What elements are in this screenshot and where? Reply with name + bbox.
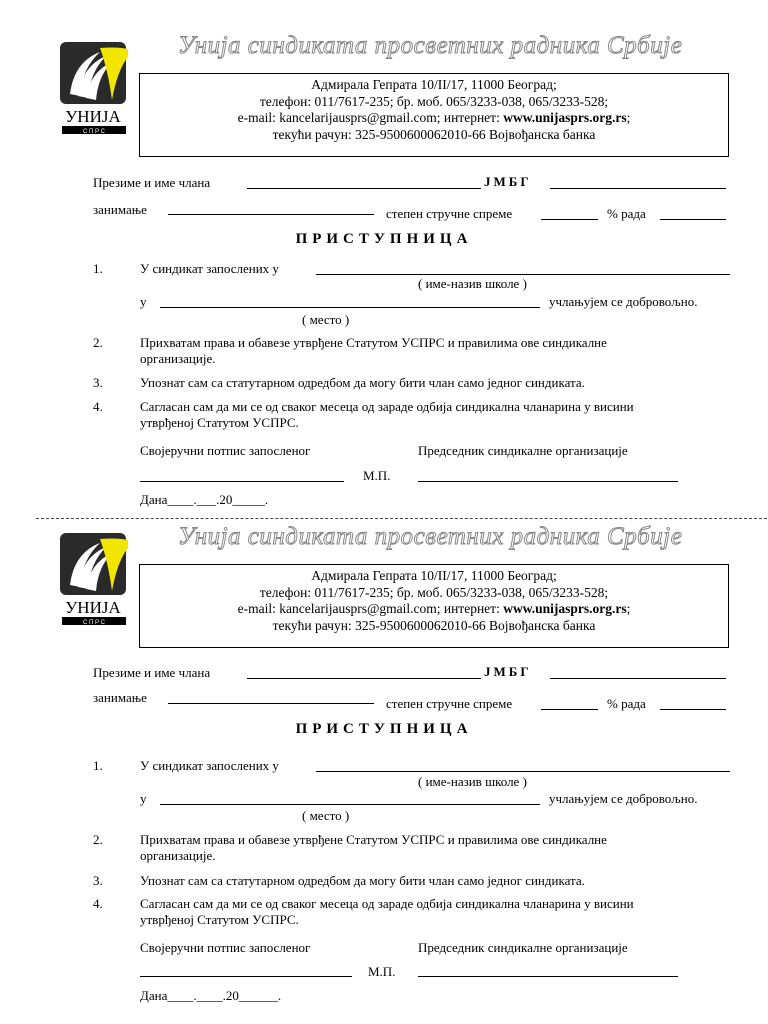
employee-signature-label: Својеручни потпис запосленог: [140, 443, 311, 458]
email-text: e-mail: kancelarijausprs@gmail.com; интернет:: [237, 601, 504, 616]
form-title: ПРИСТУПНИЦА: [295, 721, 473, 737]
occupation-field[interactable]: [168, 214, 374, 215]
address-box: [139, 73, 729, 157]
union-title: Унија синдиката просветних радника Србије: [178, 523, 683, 550]
item2-number: 2.: [93, 335, 103, 350]
union-logo-icon: [60, 533, 128, 627]
president-signature-field[interactable]: [418, 481, 678, 482]
item2-number: 2.: [93, 832, 103, 847]
employee-signature-field[interactable]: [140, 481, 344, 482]
item3-text: Упознат сам са статутарном одредбом да могу бити члан само једног синдиката.: [140, 873, 585, 888]
union-title: Унија синдиката просветних радника Србије: [178, 32, 683, 59]
stamp-label: М.П.: [368, 964, 396, 979]
occupation-label: занимање: [93, 690, 147, 705]
date-field[interactable]: Дана____.___.20_____.: [140, 492, 269, 507]
education-label: степен стручне спреме: [386, 696, 513, 711]
jmbg-field[interactable]: [550, 678, 726, 679]
website-link[interactable]: www.unijasprs.org.rs: [503, 601, 627, 616]
jmbg-label: ЈМБГ: [484, 174, 532, 189]
logo-text: УНИЈА: [65, 598, 121, 617]
item4-text: Сагласан сам да ми се од сваког месеца од зараде одбија синдикална чланарина у висини утврђеној Статутом УСПРС.: [140, 399, 634, 430]
education-field[interactable]: [541, 219, 598, 220]
item4-number: 4.: [93, 399, 103, 414]
logo-text: УНИЈА: [65, 107, 121, 126]
place-field[interactable]: [160, 804, 540, 805]
account-line: текући рачун: 325-9500600062010-66 Војвођанска банка: [272, 126, 596, 142]
school-field[interactable]: [316, 274, 730, 275]
president-signature-label: Председник синдикалне организације: [418, 443, 628, 458]
item4-number: 4.: [93, 896, 103, 911]
logo-subtext: С П Р С: [83, 129, 105, 135]
item2-text: Прихватам права и обавезе утврђене Статутом УСПРС и правилима ове синдикалне организације.: [140, 335, 607, 366]
item1-text: У синдикат запослених у: [140, 261, 279, 276]
place-prefix: у: [140, 294, 147, 309]
address-line: Адмирала Гепрата 10/II/17, 11000 Београд;: [311, 77, 557, 92]
website-link[interactable]: www.unijasprs.org.rs: [503, 110, 627, 125]
president-signature-label: Председник синдикалне организације: [418, 940, 628, 955]
join-text: учлањујем се добровољно.: [549, 294, 698, 309]
item3-text: Упознат сам са статутарном одредбом да могу бити члан само једног синдиката.: [140, 375, 585, 390]
place-field[interactable]: [160, 307, 540, 308]
address-box: [139, 564, 729, 648]
address-line: Адмирала Гепрата 10/II/17, 11000 Београд;: [311, 568, 557, 583]
item1-text: У синдикат запослених у: [140, 758, 279, 773]
education-field[interactable]: [541, 709, 598, 710]
work-percent-label: % рада: [607, 206, 646, 221]
name-field[interactable]: [247, 678, 481, 679]
logo-subtext: С П Р С: [83, 620, 105, 626]
work-percent-field[interactable]: [660, 709, 726, 710]
membership-form-top: [0, 0, 768, 507]
item3-number: 3.: [93, 375, 103, 390]
item2-text: Прихватам права и обавезе утврђене Статутом УСПРС и правилима ове синдикалне организације.: [140, 832, 607, 863]
join-text: учлањујем се добровољно.: [549, 791, 698, 806]
item1-number: 1.: [93, 261, 103, 276]
form-title: ПРИСТУПНИЦА: [295, 231, 473, 247]
jmbg-label: ЈМБГ: [484, 664, 532, 679]
place-note: ( место ): [302, 312, 350, 327]
education-label: степен стручне спреме: [386, 206, 513, 221]
item3-number: 3.: [93, 873, 103, 888]
president-signature-field[interactable]: [418, 976, 678, 977]
work-percent-field[interactable]: [660, 219, 726, 220]
phone-line: телефон: 011/7617-235; бр. моб. 065/3233-038, 065/3233-528;: [259, 93, 609, 109]
email-text: e-mail: kancelarijausprs@gmail.com; интернет:: [237, 110, 504, 125]
email-line: [140, 601, 728, 618]
name-field[interactable]: [247, 188, 481, 189]
membership-form-bottom: [0, 491, 768, 1003]
date-field[interactable]: Дана____.____.20______.: [140, 988, 282, 1003]
school-note: ( име-назив школе ): [418, 276, 527, 291]
occupation-label: занимање: [93, 202, 147, 217]
occupation-field[interactable]: [168, 703, 374, 704]
item4-text: Сагласан сам да ми се од сваког месеца од зараде одбија синдикална чланарина у висини утврђеној Статутом УСПРС.: [140, 896, 634, 927]
jmbg-field[interactable]: [550, 188, 726, 189]
work-percent-label: % рада: [607, 696, 646, 711]
employee-signature-label: Својеручни потпис запосленог: [140, 940, 311, 955]
email-suffix: ;: [626, 110, 631, 125]
union-logo-icon: [60, 42, 128, 136]
employee-signature-field[interactable]: [140, 976, 352, 977]
account-line: текући рачун: 325-9500600062010-66 Војвођанска банка: [272, 617, 596, 633]
email-suffix: ;: [626, 601, 631, 616]
place-prefix: у: [140, 791, 147, 806]
name-label: Презиме и име члана: [93, 665, 211, 680]
school-note: ( име-назив школе ): [418, 774, 527, 789]
stamp-label: М.П.: [363, 468, 391, 483]
item1-number: 1.: [93, 758, 103, 773]
school-field[interactable]: [316, 771, 730, 772]
place-note: ( место ): [302, 808, 350, 823]
name-label: Презиме и име члана: [93, 175, 211, 190]
phone-line: телефон: 011/7617-235; бр. моб. 065/3233-038, 065/3233-528;: [259, 584, 609, 600]
email-line: [140, 110, 728, 127]
